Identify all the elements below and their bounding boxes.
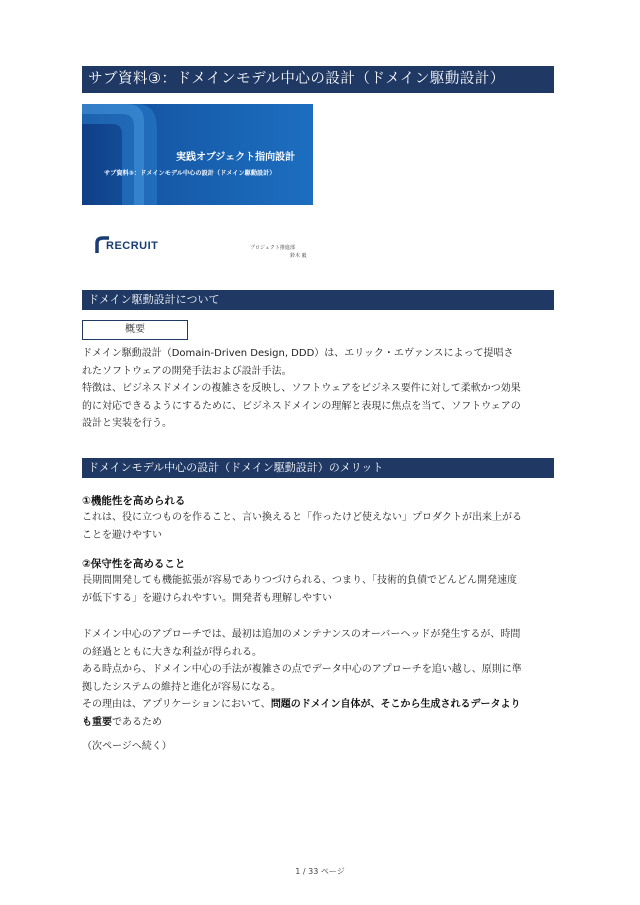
continued-note: （次ページへ続く） [82, 741, 172, 752]
cover-author: 鈴木 毅 [290, 253, 307, 259]
cover-department: プロジェクト推進部 [250, 245, 295, 251]
merit-body-maintainability: 長期間開発しても機能拡張が容易でありつづけられる、つまり、「技術的負債でどんどん開発速度が低下する」を避けられやすい。開発者も理解しやすい [82, 575, 517, 604]
overview-paragraph: ドメイン駆動設計（Domain-Driven Design, DDD）は、エリック・エヴァンスによって提唱されたソフトウェアの開発手法および設計手法。 [82, 348, 514, 377]
section-heading-ddd: ドメイン駆動設計について [82, 290, 554, 310]
domain-approach-paragraph: ある時点から、ドメイン中心の手法が複雑さの点でデータ中心のアプローチを追い越し、原則に準拠したシステムの維持と進化が容易になる。 [82, 664, 522, 693]
cover-image [82, 104, 313, 267]
merit-title-maintainability: ②保守性を高めること [82, 558, 186, 570]
overview-label: 概要 [82, 320, 188, 340]
reason-emphasis: 問題のドメイン自体が、そこから生成されるデータよりも重要 [82, 699, 521, 728]
merit-body-functionality: これは、役に立つものを作ること、言い換えると「作ったけど使えない」プロダクトが出来上がることを避けやすい [82, 512, 522, 541]
section-heading-merits: ドメインモデル中心の設計（ドメイン駆動設計）のメリット [82, 458, 554, 478]
reason-paragraph: その理由は、アプリケーションにおいて、問題のドメイン自体が、そこから生成されるデータよりも重要であるため [82, 699, 521, 728]
cover-title: 実践オブジェクト指向設計 [176, 152, 296, 163]
overview-paragraph: 特徴は、ビジネスドメインの複雑さを反映し、ソフトウェアをビジネス要件に対して柔軟かつ効果的に対応できるようにするために、ビジネスドメインの理解と表現に焦点を当て、ソフトウェアの設計と実装を行う。 [82, 383, 521, 429]
page-number: 1 / 33 ページ [295, 867, 345, 876]
merit-title-functionality: ①機能性を高められる [82, 495, 186, 507]
domain-approach-text [82, 626, 522, 731]
cover-logo-text: RECRUIT [106, 240, 159, 252]
cover-subtitle: サブ資料③：ドメインモデル中心の設計（ドメイン駆動設計） [104, 170, 276, 177]
domain-approach-paragraph: ドメイン中心のアプローチでは、最初は追加のメンテナンスのオーバーヘッドが発生するが、時間の経過とともに大きな利益が得られる。 [82, 629, 521, 658]
overview-text [82, 345, 522, 433]
page-title: サブ資料③：ドメインモデル中心の設計（ドメイン駆動設計） [82, 66, 554, 93]
